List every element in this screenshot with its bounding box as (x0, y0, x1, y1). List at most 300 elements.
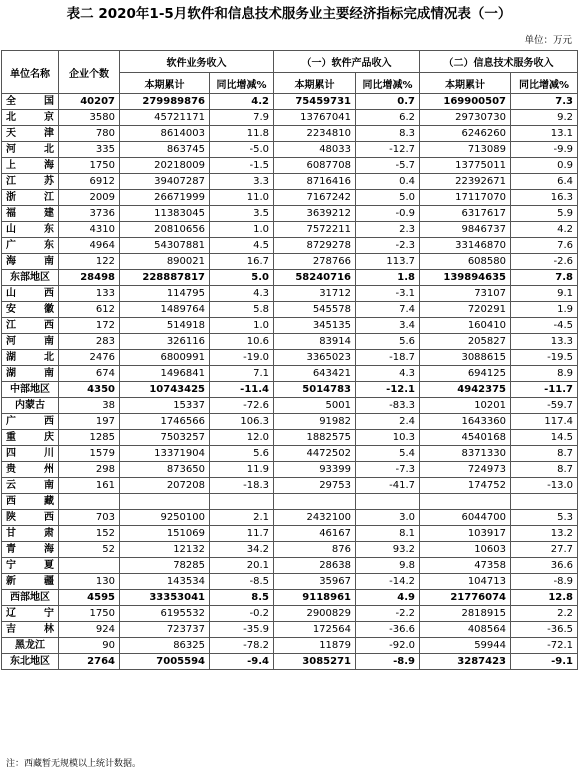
table-row (2, 254, 578, 270)
it-service-growth-cell: 36.6 (511, 558, 578, 574)
table-body (2, 94, 578, 670)
software-product-revenue-cell: 35967 (274, 574, 356, 590)
it-service-growth-cell: 13.1 (511, 126, 578, 142)
software-product-growth-cell: 2.3 (356, 222, 420, 238)
footnote: 注：西藏暂无规模以上统计数据。 (6, 759, 142, 769)
software-revenue-growth-cell: 11.9 (210, 462, 274, 478)
it-service-revenue-cell: 9846737 (420, 222, 511, 238)
it-service-growth-cell: 14.5 (511, 430, 578, 446)
software-product-growth-cell: -3.1 (356, 286, 420, 302)
company-count-cell: 38 (59, 398, 120, 414)
table-row (2, 510, 578, 526)
it-service-growth-cell: 12.8 (511, 590, 578, 606)
it-service-growth-cell: 8.9 (511, 366, 578, 382)
table-row (2, 158, 578, 174)
software-product-revenue-cell: 8729278 (274, 238, 356, 254)
software-revenue-cell: 873650 (120, 462, 210, 478)
it-service-growth-cell: 117.4 (511, 414, 578, 430)
table-row (2, 206, 578, 222)
region-name-cell: 湖北 (2, 350, 59, 366)
region-name-cell: 西部地区 (2, 590, 59, 606)
it-service-growth-cell: 1.9 (511, 302, 578, 318)
region-name-cell: 北京 (2, 110, 59, 126)
it-service-revenue-cell: 169900507 (420, 94, 511, 110)
software-revenue-cell: 326116 (120, 334, 210, 350)
software-product-growth-cell: 113.7 (356, 254, 420, 270)
company-count-cell: 52 (59, 542, 120, 558)
company-count-cell: 2764 (59, 654, 120, 670)
region-name-cell: 广东 (2, 238, 59, 254)
software-product-revenue-cell: 876 (274, 542, 356, 558)
it-service-growth-cell: -9.9 (511, 142, 578, 158)
software-product-growth-cell: -12.7 (356, 142, 420, 158)
software-product-growth-cell: 6.2 (356, 110, 420, 126)
header-cumulative: 本期累计 (420, 73, 511, 94)
table-row (2, 654, 578, 670)
software-product-revenue-cell (274, 494, 356, 510)
software-revenue-cell: 723737 (120, 622, 210, 638)
software-product-revenue-cell: 83914 (274, 334, 356, 350)
company-count-cell: 1750 (59, 606, 120, 622)
software-revenue-growth-cell: -19.0 (210, 350, 274, 366)
it-service-growth-cell: 9.1 (511, 286, 578, 302)
software-product-revenue-cell: 3085271 (274, 654, 356, 670)
company-count-cell: 40207 (59, 94, 120, 110)
software-product-revenue-cell: 2234810 (274, 126, 356, 142)
software-product-revenue-cell: 172564 (274, 622, 356, 638)
table-row (2, 174, 578, 190)
software-revenue-growth-cell: 8.5 (210, 590, 274, 606)
software-revenue-cell: 514918 (120, 318, 210, 334)
software-product-revenue-cell: 9118961 (274, 590, 356, 606)
region-name-cell: 上海 (2, 158, 59, 174)
software-revenue-growth-cell: 11.7 (210, 526, 274, 542)
table-row (2, 286, 578, 302)
software-revenue-growth-cell: 16.7 (210, 254, 274, 270)
software-product-revenue-cell: 1882575 (274, 430, 356, 446)
company-count-cell: 1285 (59, 430, 120, 446)
data-table (1, 50, 578, 670)
software-revenue-growth-cell: 11.0 (210, 190, 274, 206)
software-revenue-growth-cell: 3.3 (210, 174, 274, 190)
software-revenue-growth-cell: 12.0 (210, 430, 274, 446)
table-row (2, 110, 578, 126)
company-count-cell: 161 (59, 478, 120, 494)
software-revenue-growth-cell: 10.6 (210, 334, 274, 350)
it-service-growth-cell: -4.5 (511, 318, 578, 334)
software-revenue-growth-cell: 3.5 (210, 206, 274, 222)
software-product-revenue-cell: 5014783 (274, 382, 356, 398)
software-product-revenue-cell: 6087708 (274, 158, 356, 174)
table-row (2, 542, 578, 558)
software-revenue-cell: 10743425 (120, 382, 210, 398)
software-revenue-cell: 151069 (120, 526, 210, 542)
header-region: 单位名称 (2, 51, 59, 94)
table-row (2, 94, 578, 110)
software-product-growth-cell: 0.4 (356, 174, 420, 190)
region-name-cell: 西藏 (2, 494, 59, 510)
it-service-growth-cell: -59.7 (511, 398, 578, 414)
company-count-cell: 2476 (59, 350, 120, 366)
it-service-revenue-cell: 29730730 (420, 110, 511, 126)
software-product-growth-cell: -0.9 (356, 206, 420, 222)
software-revenue-growth-cell: -18.3 (210, 478, 274, 494)
software-product-revenue-cell: 58240716 (274, 270, 356, 286)
region-name-cell: 湖南 (2, 366, 59, 382)
software-revenue-cell: 39407287 (120, 174, 210, 190)
table-row (2, 190, 578, 206)
company-count-cell: 1579 (59, 446, 120, 462)
it-service-revenue-cell: 21776074 (420, 590, 511, 606)
header-growth: 同比增减% (210, 73, 274, 94)
it-service-revenue-cell: 4540168 (420, 430, 511, 446)
region-name-cell: 四川 (2, 446, 59, 462)
region-name-cell: 江苏 (2, 174, 59, 190)
header-growth: 同比增减% (356, 73, 420, 94)
software-product-revenue-cell: 7572211 (274, 222, 356, 238)
software-product-revenue-cell: 11879 (274, 638, 356, 654)
table-row (2, 462, 578, 478)
it-service-growth-cell: -2.6 (511, 254, 578, 270)
software-revenue-cell: 13371904 (120, 446, 210, 462)
it-service-revenue-cell: 22392671 (420, 174, 511, 190)
region-name-cell: 宁夏 (2, 558, 59, 574)
software-revenue-cell: 12132 (120, 542, 210, 558)
it-service-growth-cell: 16.3 (511, 190, 578, 206)
region-name-cell: 黑龙江 (2, 638, 59, 654)
it-service-revenue-cell: 73107 (420, 286, 511, 302)
table-row (2, 142, 578, 158)
company-count-cell: 335 (59, 142, 120, 158)
it-service-revenue-cell: 104713 (420, 574, 511, 590)
software-revenue-growth-cell: -0.2 (210, 606, 274, 622)
software-product-growth-cell: -14.2 (356, 574, 420, 590)
region-name-cell: 浙江 (2, 190, 59, 206)
software-revenue-cell: 20810656 (120, 222, 210, 238)
table-row (2, 334, 578, 350)
software-revenue-cell: 45721171 (120, 110, 210, 126)
table-row (2, 446, 578, 462)
software-product-growth-cell: 3.4 (356, 318, 420, 334)
company-count-cell: 130 (59, 574, 120, 590)
software-revenue-growth-cell: -9.4 (210, 654, 274, 670)
software-revenue-cell (120, 494, 210, 510)
it-service-growth-cell: 13.3 (511, 334, 578, 350)
it-service-revenue-cell: 694125 (420, 366, 511, 382)
software-revenue-growth-cell: 7.1 (210, 366, 274, 382)
software-revenue-cell: 7503257 (120, 430, 210, 446)
software-product-revenue-cell: 545578 (274, 302, 356, 318)
it-service-revenue-cell: 724973 (420, 462, 511, 478)
company-count-cell: 703 (59, 510, 120, 526)
company-count-cell: 4310 (59, 222, 120, 238)
company-count-cell: 924 (59, 622, 120, 638)
software-revenue-cell: 890021 (120, 254, 210, 270)
it-service-revenue-cell: 10201 (420, 398, 511, 414)
it-service-growth-cell: -8.9 (511, 574, 578, 590)
region-name-cell: 青海 (2, 542, 59, 558)
company-count-cell: 4595 (59, 590, 120, 606)
software-revenue-cell: 1489764 (120, 302, 210, 318)
software-revenue-growth-cell: -78.2 (210, 638, 274, 654)
it-service-growth-cell (511, 494, 578, 510)
it-service-growth-cell: 5.3 (511, 510, 578, 526)
region-name-cell: 广西 (2, 414, 59, 430)
company-count-cell: 4964 (59, 238, 120, 254)
software-product-growth-cell: -5.7 (356, 158, 420, 174)
header-cumulative: 本期累计 (274, 73, 356, 94)
company-count-cell (59, 494, 120, 510)
software-product-revenue-cell: 8716416 (274, 174, 356, 190)
table-row (2, 606, 578, 622)
it-service-revenue-cell: 103917 (420, 526, 511, 542)
it-service-growth-cell: 0.9 (511, 158, 578, 174)
region-name-cell: 海南 (2, 254, 59, 270)
it-service-growth-cell: 7.6 (511, 238, 578, 254)
software-product-revenue-cell: 13767041 (274, 110, 356, 126)
table-row (2, 414, 578, 430)
region-name-cell: 新疆 (2, 574, 59, 590)
software-revenue-growth-cell (210, 494, 274, 510)
software-revenue-growth-cell: -5.0 (210, 142, 274, 158)
software-product-growth-cell: 3.0 (356, 510, 420, 526)
software-product-growth-cell: -2.2 (356, 606, 420, 622)
software-product-growth-cell: 93.2 (356, 542, 420, 558)
it-service-revenue-cell: 2818915 (420, 606, 511, 622)
software-product-revenue-cell: 3639212 (274, 206, 356, 222)
it-service-revenue-cell: 59944 (420, 638, 511, 654)
software-revenue-growth-cell: 1.0 (210, 222, 274, 238)
company-count-cell: 674 (59, 366, 120, 382)
region-name-cell: 东部地区 (2, 270, 59, 286)
software-revenue-cell: 863745 (120, 142, 210, 158)
software-product-revenue-cell: 46167 (274, 526, 356, 542)
software-product-growth-cell: 10.3 (356, 430, 420, 446)
header-growth: 同比增减% (511, 73, 578, 94)
it-service-growth-cell: 9.2 (511, 110, 578, 126)
software-product-growth-cell: 5.4 (356, 446, 420, 462)
software-product-growth-cell: 8.1 (356, 526, 420, 542)
region-name-cell: 中部地区 (2, 382, 59, 398)
region-name-cell: 全国 (2, 94, 59, 110)
software-product-growth-cell: -12.1 (356, 382, 420, 398)
table-row (2, 302, 578, 318)
it-service-growth-cell: 7.8 (511, 270, 578, 286)
software-revenue-growth-cell: 1.0 (210, 318, 274, 334)
region-name-cell: 东北地区 (2, 654, 59, 670)
software-revenue-growth-cell: -8.5 (210, 574, 274, 590)
region-name-cell: 天津 (2, 126, 59, 142)
software-product-growth-cell: -92.0 (356, 638, 420, 654)
region-name-cell: 河北 (2, 142, 59, 158)
software-revenue-growth-cell: -35.9 (210, 622, 274, 638)
software-product-revenue-cell: 91982 (274, 414, 356, 430)
table-row (2, 574, 578, 590)
region-name-cell: 辽宁 (2, 606, 59, 622)
it-service-revenue-cell: 720291 (420, 302, 511, 318)
software-revenue-growth-cell: 4.5 (210, 238, 274, 254)
software-product-growth-cell: -83.3 (356, 398, 420, 414)
it-service-growth-cell: -19.5 (511, 350, 578, 366)
it-service-revenue-cell: 160410 (420, 318, 511, 334)
company-count-cell: 1750 (59, 158, 120, 174)
it-service-revenue-cell: 608580 (420, 254, 511, 270)
software-product-growth-cell: 9.8 (356, 558, 420, 574)
region-name-cell: 山西 (2, 286, 59, 302)
it-service-growth-cell: 8.7 (511, 446, 578, 462)
company-count-cell: 28498 (59, 270, 120, 286)
region-name-cell: 山东 (2, 222, 59, 238)
software-product-growth-cell: 1.8 (356, 270, 420, 286)
region-name-cell: 陕西 (2, 510, 59, 526)
software-product-revenue-cell: 29753 (274, 478, 356, 494)
software-product-revenue-cell: 48033 (274, 142, 356, 158)
software-revenue-cell: 6195532 (120, 606, 210, 622)
software-product-revenue-cell: 28638 (274, 558, 356, 574)
software-revenue-cell: 86325 (120, 638, 210, 654)
software-product-revenue-cell: 31712 (274, 286, 356, 302)
region-name-cell: 河南 (2, 334, 59, 350)
table-row (2, 430, 578, 446)
header-software-revenue: 软件业务收入 (120, 51, 274, 73)
company-count-cell: 197 (59, 414, 120, 430)
region-name-cell: 吉林 (2, 622, 59, 638)
it-service-growth-cell: -9.1 (511, 654, 578, 670)
software-revenue-cell: 54307881 (120, 238, 210, 254)
it-service-revenue-cell: 33146870 (420, 238, 511, 254)
software-revenue-growth-cell: 2.1 (210, 510, 274, 526)
software-revenue-growth-cell: -72.6 (210, 398, 274, 414)
software-product-revenue-cell: 75459731 (274, 94, 356, 110)
it-service-revenue-cell: 713089 (420, 142, 511, 158)
region-name-cell: 甘肃 (2, 526, 59, 542)
table-row (2, 478, 578, 494)
software-product-revenue-cell: 643421 (274, 366, 356, 382)
software-product-growth-cell: -36.6 (356, 622, 420, 638)
company-count-cell (59, 558, 120, 574)
header-companies: 企业个数 (59, 51, 120, 94)
software-product-revenue-cell: 4472502 (274, 446, 356, 462)
it-service-growth-cell: -72.1 (511, 638, 578, 654)
software-product-revenue-cell: 345135 (274, 318, 356, 334)
software-revenue-growth-cell: 4.2 (210, 94, 274, 110)
table-row (2, 382, 578, 398)
software-revenue-cell: 8614003 (120, 126, 210, 142)
company-count-cell: 133 (59, 286, 120, 302)
software-revenue-growth-cell: 7.9 (210, 110, 274, 126)
table-row (2, 526, 578, 542)
it-service-revenue-cell: 8371330 (420, 446, 511, 462)
software-revenue-growth-cell: 5.6 (210, 446, 274, 462)
region-name-cell: 云南 (2, 478, 59, 494)
it-service-revenue-cell: 408564 (420, 622, 511, 638)
software-product-growth-cell: -18.7 (356, 350, 420, 366)
company-count-cell: 122 (59, 254, 120, 270)
software-revenue-cell: 26671999 (120, 190, 210, 206)
region-name-cell: 贵州 (2, 462, 59, 478)
it-service-growth-cell: -11.7 (511, 382, 578, 398)
software-product-growth-cell: -7.3 (356, 462, 420, 478)
it-service-revenue-cell: 13775011 (420, 158, 511, 174)
company-count-cell: 4350 (59, 382, 120, 398)
table-row (2, 126, 578, 142)
unit-label: 单位：万元 (524, 35, 572, 46)
it-service-growth-cell: 2.2 (511, 606, 578, 622)
software-product-growth-cell: 5.0 (356, 190, 420, 206)
software-product-revenue-cell: 278766 (274, 254, 356, 270)
it-service-growth-cell: 4.2 (511, 222, 578, 238)
table-row (2, 366, 578, 382)
company-count-cell: 90 (59, 638, 120, 654)
table-title: 表二 2020年1-5月软件和信息技术服务业主要经济指标完成情况表（一） (66, 6, 512, 22)
software-revenue-cell: 7005594 (120, 654, 210, 670)
software-revenue-cell: 143534 (120, 574, 210, 590)
it-service-growth-cell: 5.9 (511, 206, 578, 222)
software-product-growth-cell: 4.9 (356, 590, 420, 606)
software-revenue-growth-cell: 20.1 (210, 558, 274, 574)
table-row (2, 494, 578, 510)
software-product-revenue-cell: 2432100 (274, 510, 356, 526)
software-product-growth-cell: -8.9 (356, 654, 420, 670)
it-service-revenue-cell: 4942375 (420, 382, 511, 398)
software-revenue-cell: 15337 (120, 398, 210, 414)
company-count-cell: 3580 (59, 110, 120, 126)
table-row (2, 622, 578, 638)
software-product-growth-cell: -41.7 (356, 478, 420, 494)
it-service-revenue-cell: 3088615 (420, 350, 511, 366)
software-revenue-growth-cell: 5.8 (210, 302, 274, 318)
table-row (2, 318, 578, 334)
company-count-cell: 3736 (59, 206, 120, 222)
software-product-revenue-cell: 2900829 (274, 606, 356, 622)
table-row (2, 398, 578, 414)
header-it-service-revenue: （二）信息技术服务收入 (420, 51, 578, 73)
region-name-cell: 重庆 (2, 430, 59, 446)
software-revenue-cell: 20218009 (120, 158, 210, 174)
it-service-revenue-cell: 6044700 (420, 510, 511, 526)
table-row (2, 270, 578, 286)
company-count-cell: 612 (59, 302, 120, 318)
software-product-growth-cell: 0.7 (356, 94, 420, 110)
table-row (2, 350, 578, 366)
table-row (2, 238, 578, 254)
software-revenue-cell: 207208 (120, 478, 210, 494)
region-name-cell: 江西 (2, 318, 59, 334)
it-service-revenue-cell: 139894635 (420, 270, 511, 286)
region-name-cell: 福建 (2, 206, 59, 222)
software-product-growth-cell: 7.4 (356, 302, 420, 318)
software-revenue-cell: 78285 (120, 558, 210, 574)
software-product-growth-cell (356, 494, 420, 510)
software-revenue-growth-cell: 34.2 (210, 542, 274, 558)
it-service-growth-cell: 13.2 (511, 526, 578, 542)
it-service-growth-cell: 8.7 (511, 462, 578, 478)
it-service-growth-cell: 6.4 (511, 174, 578, 190)
software-revenue-growth-cell: -11.4 (210, 382, 274, 398)
it-service-revenue-cell: 17117070 (420, 190, 511, 206)
software-revenue-growth-cell: 11.8 (210, 126, 274, 142)
software-revenue-cell: 1496841 (120, 366, 210, 382)
it-service-revenue-cell: 6246260 (420, 126, 511, 142)
header-software-product-revenue: （一）软件产品收入 (274, 51, 420, 73)
software-revenue-growth-cell: -1.5 (210, 158, 274, 174)
it-service-revenue-cell: 10603 (420, 542, 511, 558)
software-product-growth-cell: 2.4 (356, 414, 420, 430)
company-count-cell: 2009 (59, 190, 120, 206)
company-count-cell: 152 (59, 526, 120, 542)
it-service-growth-cell: 27.7 (511, 542, 578, 558)
company-count-cell: 172 (59, 318, 120, 334)
